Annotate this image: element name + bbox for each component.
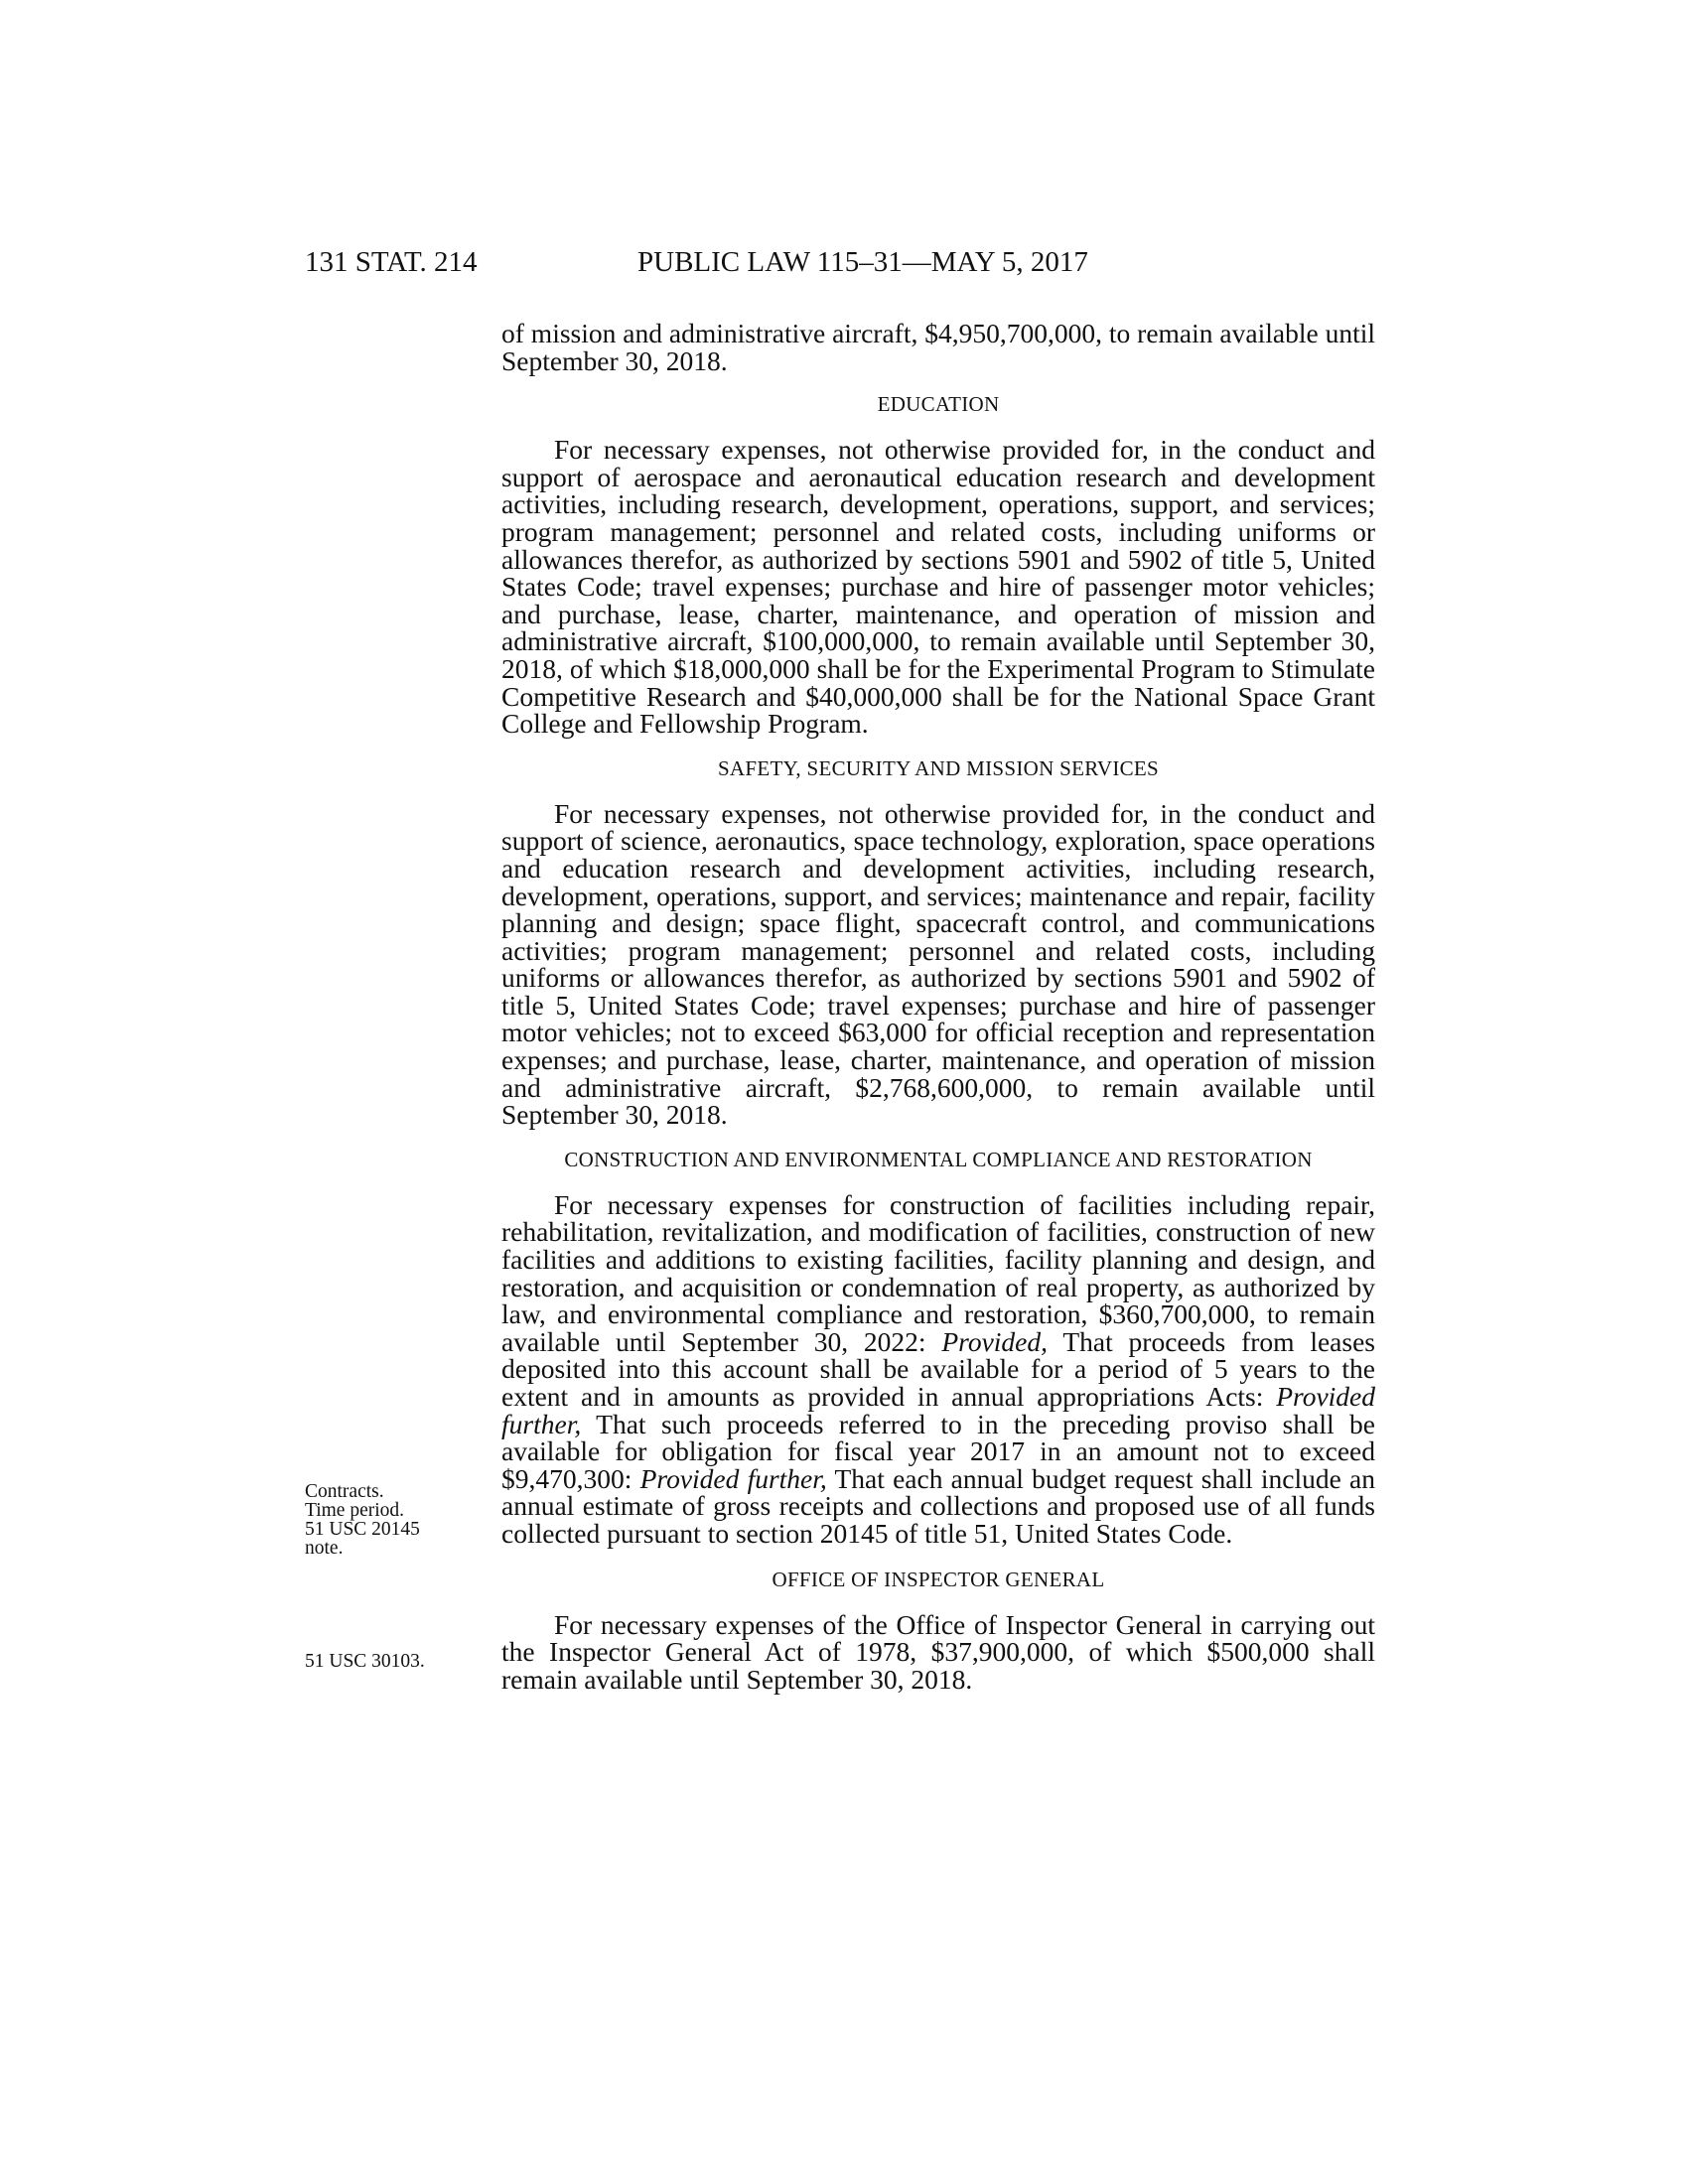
- safety-paragraph: For necessary expenses, not otherwise provided for, in the conduct and support of science, aeronautics, space technology, exploration, space operations and education research and development activities, including research, development, operations, support, and services; maintenance and repair, facility planning and design; space flight, spacecraft control, and communications activities; program management; personnel and related costs, including uniforms or allowances therefor, as authorized by sections 5901 and 5902 of title 5, United States Code; travel expenses; purchase and hire of passenger motor vehicles; not to exceed $63,000 for official reception and representation expenses; and purchase, lease, charter, maintenance, and operation of mission and administrative aircraft, $2,768,600,000, to remain available until September 30, 2018.: [501, 797, 1375, 1131]
- law-title: PUBLIC LAW 115–31—MAY 5, 2017: [637, 246, 1088, 278]
- margin-note-contracts: [305, 1482, 464, 1558]
- safety-heading: SAFETY, SECURITY AND MISSION SERVICES: [717, 755, 1160, 780]
- construction-heading: CONSTRUCTION AND ENVIRONMENTAL COMPLIANCE AND RESTORATION: [564, 1147, 1313, 1171]
- construction-text-3: That such proceeds referred to in the preceding proviso shall be available for obligation for fiscal year 2017 in an amount not to exceed $9,470,300:: [501, 1408, 1375, 1494]
- margin-note-line: Time period.: [305, 1500, 405, 1521]
- proviso-2: Provided further,: [501, 1381, 1376, 1439]
- margin-note-line: 51 USC 30103.: [305, 1651, 425, 1672]
- margin-note-citation: [305, 1652, 464, 1671]
- oig-paragraph: For necessary expenses of the Office of Inspector General in carrying out the Inspector General Act of 1978, $37,900,000, of which $500,000 shall remain available until September 30, 2018.: [501, 1608, 1375, 1695]
- oig-heading: OFFICE OF INSPECTOR GENERAL: [772, 1567, 1105, 1591]
- education-heading: EDUCATION: [877, 392, 1000, 417]
- construction-text-4: That each annual budget request shall include an annual estimate of gross receipts and collections and proposed use of all funds collected pursuant to section 20145 of title 51, United States Code.: [501, 1462, 1376, 1549]
- page-number: 131 STAT. 214: [305, 246, 478, 278]
- margin-note-line: 51 USC 20145: [305, 1519, 420, 1540]
- construction-text-2: That proceeds from leases deposited into this account shall be available for a period of 5 years to the extent and in amounts as provided in annual appropriations Acts:: [501, 1325, 1375, 1412]
- education-paragraph: For necessary expenses, not otherwise provided for, in the conduct and support of aerospace and aeronautical education research and development activities, including research, development, operations, support, and services; program management; personnel and related costs, including uniforms or allowances therefor, as authorized by sections 5901 and 5902 of title 5, United States Code; travel expenses; purchase and hire of passenger motor vehicles; and purchase, lease, charter, maintenance, and operation of mission and administrative aircraft, $100,000,000, to remain available until September 30, 2018, of which $18,000,000 shall be for the Experimental Program to Stimulate Competitive Research and $40,000,000 shall be for the National Space Grant College and Fellowship Program.: [501, 434, 1375, 740]
- construction-text-1: For necessary expenses for construction of facilities including repair, rehabilitation, revitalization, and modification of facilities, construction of new facilities and additions to existing facilities, facility planning and design, and restoration, and acquisition or condemnation of real property, as authorized by law, and environmental compliance and restoration, $360,700,000, to remain available until September 30, 2022:: [501, 1188, 1375, 1357]
- intro-paragraph: of mission and administrative aircraft, $4,950,700,000, to remain available until September 30, 2018.: [501, 318, 1375, 376]
- proviso-3: Provided further,: [639, 1462, 827, 1494]
- document-body: [501, 320, 1375, 1693]
- margin-note-line: Contracts.: [305, 1481, 384, 1502]
- margin-note-line: note.: [305, 1538, 344, 1559]
- construction-paragraph: [501, 1188, 1376, 1549]
- proviso-1: Provided,: [941, 1325, 1049, 1357]
- running-header: [305, 246, 1367, 286]
